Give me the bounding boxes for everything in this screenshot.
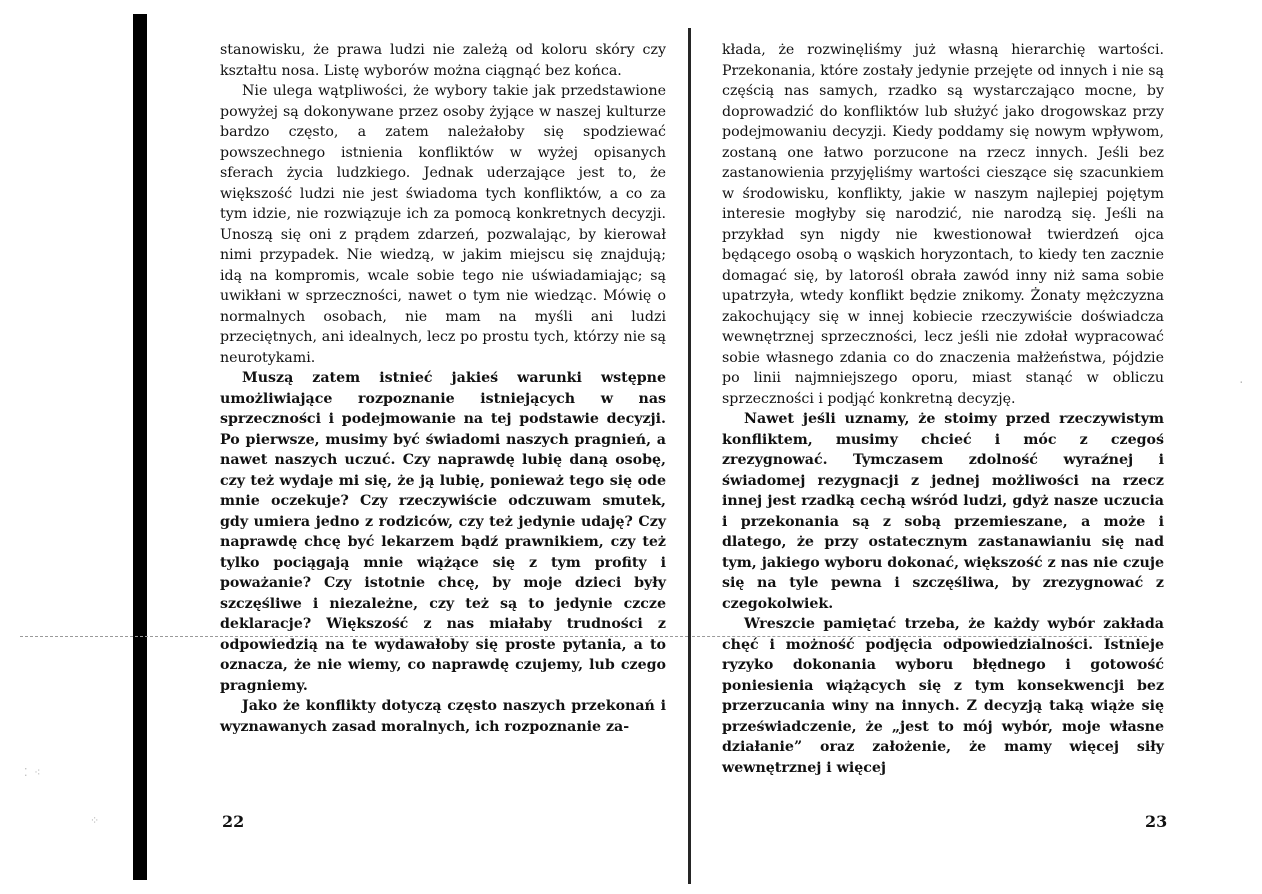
left-paragraph-1: stanowisku, że prawa ludzi nie zależą od koloru skóry czy kształtu nosa. Listę wyborów można ciągnąć bez końca. (220, 42, 666, 79)
left-paragraph-3: Muszą zatem istnieć jakieś warunki wstępne umożliwiające rozpoznanie istniejących w nas sprzeczności i podejmowanie na tej podstawie decyzji. Po pierwsze, musimy być świadomi naszych pragnień, a nawet naszych uczuć. Czy naprawdę lubię daną osobę, czy też wydaje mi się, że ją lubię, ponieważ tego się ode mnie oczekuje? Czy rzeczywiście odczuwam smutek, gdy umiera jedno z rodziców, czy też jedynie udaję? Czy naprawdę chcę być lekarzem bądź prawnikiem, czy też tylko pociągają mnie wiążące się z tym profity i poważanie? Czy istotnie chcę, by moje dzieci były szczęśliwe i niezależne, czy też są to jedynie czcze deklaracje? Większość z nas miałaby trudności z odpowiedzią na te wydawałoby się proste pytania, a to oznacza, że nie wiemy, co naprawdę czujemy, lub czego pragniemy. (220, 370, 666, 694)
book-gutter-line (688, 28, 691, 884)
left-page-number: 22 (222, 812, 245, 831)
right-page-number: 23 (1145, 812, 1168, 831)
right-page-text (722, 40, 1164, 778)
scan-noise-speck: ⁚ ⁖ (24, 766, 41, 779)
right-paragraph-1: kłada, że rozwinęliśmy już własną hierarchię wartości. Przekonania, które zostały jedynie przejęte od innych i nie są częścią nas samych, rzadko są wystarczająco mocne, by doprowadzić do konfliktów lub służyć jako drogowskaz przy podejmowaniu decyzji. Kiedy poddamy się nowym wpływom, zostaną one łatwo porzucone na rzecz innych. Jeśli bez zastanowienia przyjęliśmy wartości cieszące się szacunkiem w środowisku, konflikty, jakie w naszym najlepiej pojętym interesie mogłyby się narodzić, nie narodzą się. Jeśli na przykład syn nigdy nie kwestionował twierdzeń ojca będącego osobą o wąskich horyzontach, to kiedy ten zacznie domagać się, by latorośl obrała zawód inny niż sama sobie upatrzyła, wtedy konflikt będzie znikomy. Żonaty mężczyzna zakochujący się w innej kobiecie rzeczywiście doświadcza wewnętrznej sprzeczności, lecz jeśli nie zdołał wypracować sobie własnego zdania co do znaczenia małżeństwa, pójdzie po linii najmniejszego oporu, miast stanąć w obliczu sprzeczności i podjąć konkretną decyzję. (722, 42, 1164, 407)
left-page-text (220, 40, 666, 737)
left-paragraph-2: Nie ulega wątpliwości, że wybory takie jak przedstawione powyżej są dokonywane przez osoby żyjące w naszej kulturze bardzo często, a zatem należałoby się spodziewać powszechnego istnienia konfliktów w wyżej opisanych sferach życia ludzkiego. Jednak uderzające jest to, że większość ludzi nie jest świadoma tych konfliktów, a co za tym idzie, nie rozwiązuje ich za pomocą konkretnych decyzji. Unoszą się oni z prądem zdarzeń, pozwalając, by kierował nimi przypadek. Nie wiedzą, w jakim miejscu się znajdują; idą na kompromis, wcale sobie tego nie uświadamiając; są uwikłani w sprzeczności, nawet o tym nie wiedząc. Mówię o normalnych osobach, nie mam na myśli ani ludzi przeciętnych, ani idealnych, lecz po prostu tych, którzy nie są neurotykami. (220, 83, 666, 366)
scan-noise-speck: · (1238, 376, 1245, 389)
right-paragraph-3: Wreszcie pamiętać trzeba, że każdy wybór zakłada chęć i możność podjęcia odpowiedzialności. Istnieje ryzyko dokonania wyboru błędnego i gotowość poniesienia wiążących się z tym konsekwencji bez przerzucania winy na innych. Z decyzją taką wiąże się przeświadczenie, że „jest to mój wybór, moje własne działanie” oraz założenie, że mamy więcej siły wewnętrznej i więcej (722, 616, 1164, 776)
scan-left-edge-shadow (133, 14, 147, 880)
left-paragraph-4: Jako że konflikty dotyczą często naszych przekonań i wyznawanych zasad moralnych, ich rozpoznanie za- (220, 698, 666, 735)
scan-noise-speck: ⁘ (90, 814, 100, 827)
right-paragraph-2: Nawet jeśli uznamy, że stoimy przed rzeczywistym konfliktem, musimy chcieć i móc z czegoś zrezygnować. Tymczasem zdolność wyraźnej i świadomej rezygnacji z jednej możliwości na rzecz innej jest rzadką cechą wśród ludzi, gdyż nasze uczucia i przekonania są z sobą przemieszane, a może i dlatego, że przy ostatecznym zastanawianiu się nad tym, jakiego wyboru dokonać, większość z nas nie czuje się na tyle pewna i szczęśliwa, by zrezygnować z czegokolwiek. (722, 411, 1164, 612)
